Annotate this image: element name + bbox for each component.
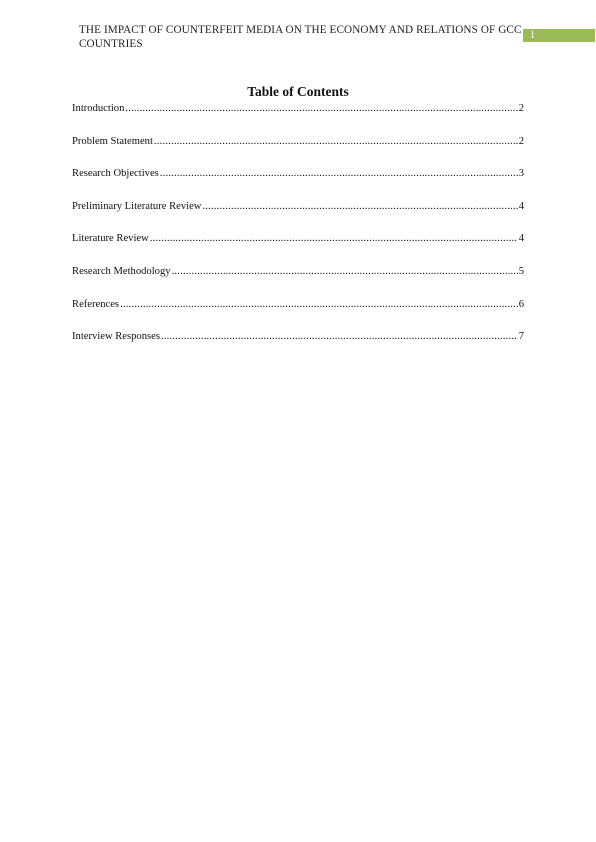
toc-dot-leader (160, 167, 518, 181)
toc-entry-page: 3 (518, 168, 524, 180)
toc-dot-leader (150, 232, 518, 246)
toc-entry-page: 6 (518, 298, 524, 310)
toc-dot-leader (120, 298, 518, 312)
toc-title: Table of Contents (247, 84, 349, 99)
toc-entry-page: 2 (518, 135, 524, 147)
toc-entry-introduction[interactable] (72, 100, 524, 133)
toc-dot-leader (202, 200, 517, 214)
toc-entry-interview-responses[interactable] (72, 328, 524, 361)
toc-entry-preliminary-literature-review[interactable] (72, 198, 524, 231)
toc-entry-label: Introduction (72, 103, 125, 114)
toc-entry-research-methodology[interactable] (72, 263, 524, 296)
toc-dot-leader (172, 265, 518, 279)
toc-entry-label: Research Methodology (72, 265, 171, 277)
toc-entry-label: References (72, 298, 120, 310)
toc-entry-page: 7 (518, 331, 524, 343)
toc-entry-literature-review[interactable] (72, 230, 524, 263)
page-number-badge: 1 (523, 29, 595, 42)
toc-entry-page: 4 (518, 233, 524, 245)
toc-entry-label: Interview Responses (72, 331, 160, 343)
toc-dot-leader (125, 102, 517, 116)
toc-entry-problem-statement[interactable] (72, 133, 524, 166)
toc-entry-label: Preliminary Literature Review (72, 200, 202, 212)
toc-entry-page: 4 (518, 200, 524, 212)
toc-dot-leader (161, 330, 518, 344)
running-header: THE IMPACT OF COUNTERFEIT MEDIA ON THE ECONOMY AND RELATIONS OF GCC COUNTRIES (79, 24, 522, 50)
toc-list (72, 100, 524, 361)
toc-entry-page: 2 (518, 103, 524, 114)
toc-entry-page: 5 (518, 265, 524, 277)
toc-entry-label: Research Objectives (72, 168, 159, 180)
toc-entry-label: Problem Statement (72, 135, 153, 147)
toc-dot-leader (154, 135, 518, 149)
toc-entry-label: Literature Review (72, 233, 149, 245)
toc-entry-research-objectives[interactable] (72, 165, 524, 198)
toc-entry-references[interactable] (72, 296, 524, 329)
